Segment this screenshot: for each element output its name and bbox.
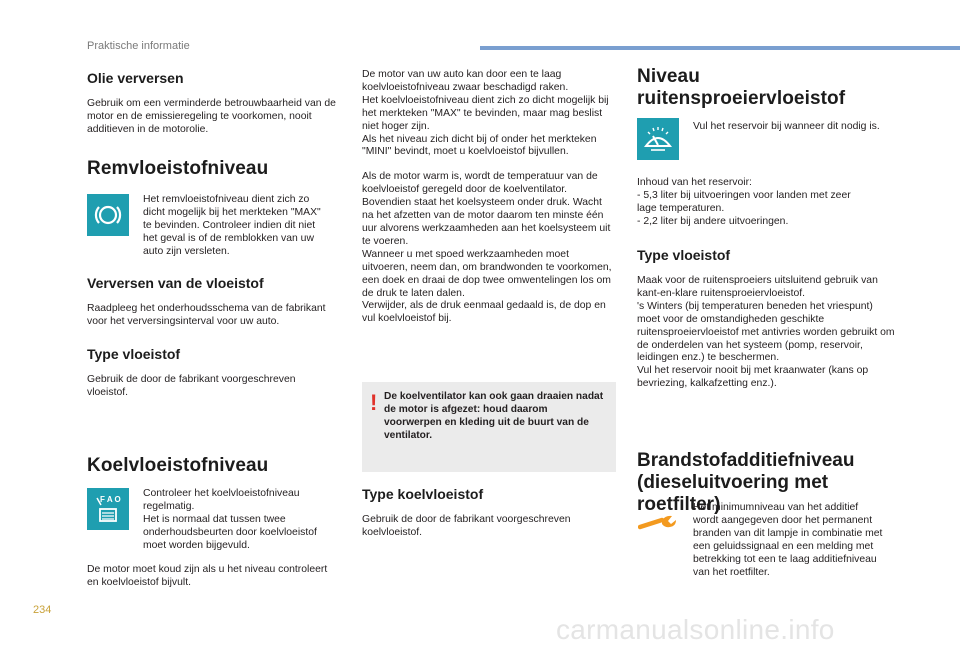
brake-row	[87, 194, 323, 259]
coolant-type-title: Type koelvloeistof	[362, 486, 484, 502]
fluid-type-section	[87, 346, 339, 400]
oil-section	[87, 70, 339, 137]
windscreen-washer-icon	[637, 118, 679, 160]
wrench-icon	[637, 502, 679, 544]
replace-section	[87, 275, 339, 329]
coolant-text: Controleer het koelvloeistofniveau regelmatig. Het is normaal dat tussen twee onderhoudsbeurten door koelvloeistof moet worden bijgevuld.	[143, 488, 317, 551]
middle-column	[362, 69, 616, 326]
warning-text: De koelventilator kan ook gaan draaien nadat de motor is afgezet: houd daarom voorwerpen en kleding uit de buurt van de ventilator.	[384, 391, 604, 441]
brake-section	[87, 158, 339, 180]
fluid-type-text: Gebruik de door de fabrikant voorgeschreven vloeistof.	[87, 374, 296, 398]
warning-icon: !	[370, 390, 378, 415]
coolant-title: Koelvloeistofniveau	[87, 455, 269, 476]
coolant-paragraph-2: Als de motor warm is, wordt de temperatuur van de koelvloeistof geregeld door de koelventilator. Bovendien staat het koelsysteem onder druk. Wacht na het afzetten van de motor daarom ten minste één uur alvorens werkzaamheden aan het koelsysteem uit te voeren. Wanneer u met spoed werkzaamheden moet uitvoeren, neem dan, om brandwonden te voorkomen, een doek en draai de dop twee omwentelingen los om de druk te laten dalen. Verwijder, als de druk eenmaal gedaald is, de dop en vul koelvloeistof bij.	[362, 171, 612, 325]
svg-text:F A O: F A O	[100, 495, 121, 504]
washer-title: Niveau ruitensproeiervloeistof	[637, 66, 846, 109]
warning-box	[362, 382, 616, 472]
washer-type-section	[637, 247, 895, 391]
additive-text: Het minimumniveau van het additief wordt aangegeven door het permanent branden van dit lampje in combinatie met een geluidssignaal en een melding met betrekking tot een te laag additiefniveau van het roetfilter.	[693, 502, 883, 578]
additive-row	[637, 502, 883, 579]
washer-row	[637, 118, 893, 160]
replace-text: Raadpleeg het onderhoudsschema van de fabrikant voor het verversingsinterval voor uw auto.	[87, 303, 326, 327]
oil-title: Olie verversen	[87, 70, 184, 86]
washer-type-text: Maak voor de ruitensproeiers uitsluitend gebruik van kant-en-klare ruitensproeiervloeistof. 's Winters (bij temperaturen beneden het vriespunt) moet voor de omstandigheden geschikte ruitensproeiervloeistof met antivries worden gebruikt om de onderdelen van het systeem (pomp, reservoir, leidingen enz.) te beschermen. Vul het reservoir nooit bij met kraanwater (kans op bevriezing, kalkafzetting enz.).	[637, 275, 895, 390]
coolant-type-text: Gebruik de door de fabrikant voorgeschreven koelvloeistof.	[362, 514, 571, 538]
brake-warning-icon	[87, 194, 129, 236]
coolant-type-section	[362, 486, 616, 540]
coolant-text-2: De motor moet koud zijn als u het niveau controleert en koelvloeistof bijvult.	[87, 564, 328, 588]
brake-text: Het remvloeistofniveau dient zich zo dicht mogelijk bij het merkteken "MAX" te bevinden. Controleer indien dit niet het geval is of de remblokken van uw auto zijn versleten.	[143, 194, 321, 257]
washer-type-title: Type vloeistof	[637, 247, 731, 263]
washer-capacity-text: Inhoud van het reservoir: - 5,3 liter bij uitvoeringen voor landen met zeer lage temperaturen. - 2,2 liter bij andere uitvoeringen.	[637, 177, 851, 227]
oil-text: Gebruik om een verminderde betrouwbaarheid van de motor en de emissieregeling te voorkomen, nooit additieven in de motorolie.	[87, 98, 336, 135]
washer-capacity	[637, 177, 895, 229]
washer-section	[637, 66, 895, 110]
coolant-row	[87, 488, 323, 553]
section-header: Praktische informatie	[87, 40, 190, 52]
additive-title: Brandstofadditiefniveau (dieseluitvoering met roetfilter)	[637, 450, 855, 515]
coolant-note	[87, 564, 339, 590]
coolant-icon	[87, 488, 129, 530]
page-number: 234	[33, 604, 52, 616]
brake-title: Remvloeistofniveau	[87, 158, 269, 179]
coolant-section	[87, 455, 339, 477]
header-bar	[480, 46, 960, 50]
replace-title: Verversen van de vloeistof	[87, 275, 264, 291]
washer-text: Vul het reservoir bij wanneer dit nodig is.	[693, 121, 880, 132]
watermark: carmanualsonline.info	[556, 614, 835, 645]
coolant-paragraph-1: De motor van uw auto kan door een te laag koelvloeistofniveau zwaar beschadigd raken. Het koelvloeistofniveau dient zich zo dicht mogelijk bij het merkteken "MAX" te bevinden, maar mag beslist niet hoger zijn. Als het niveau zich dicht bij of onder het merkteken "MINI" bevindt, moet u koelvloeistof bijvullen.	[362, 69, 609, 158]
fluid-type-title: Type vloeistof	[87, 346, 181, 362]
